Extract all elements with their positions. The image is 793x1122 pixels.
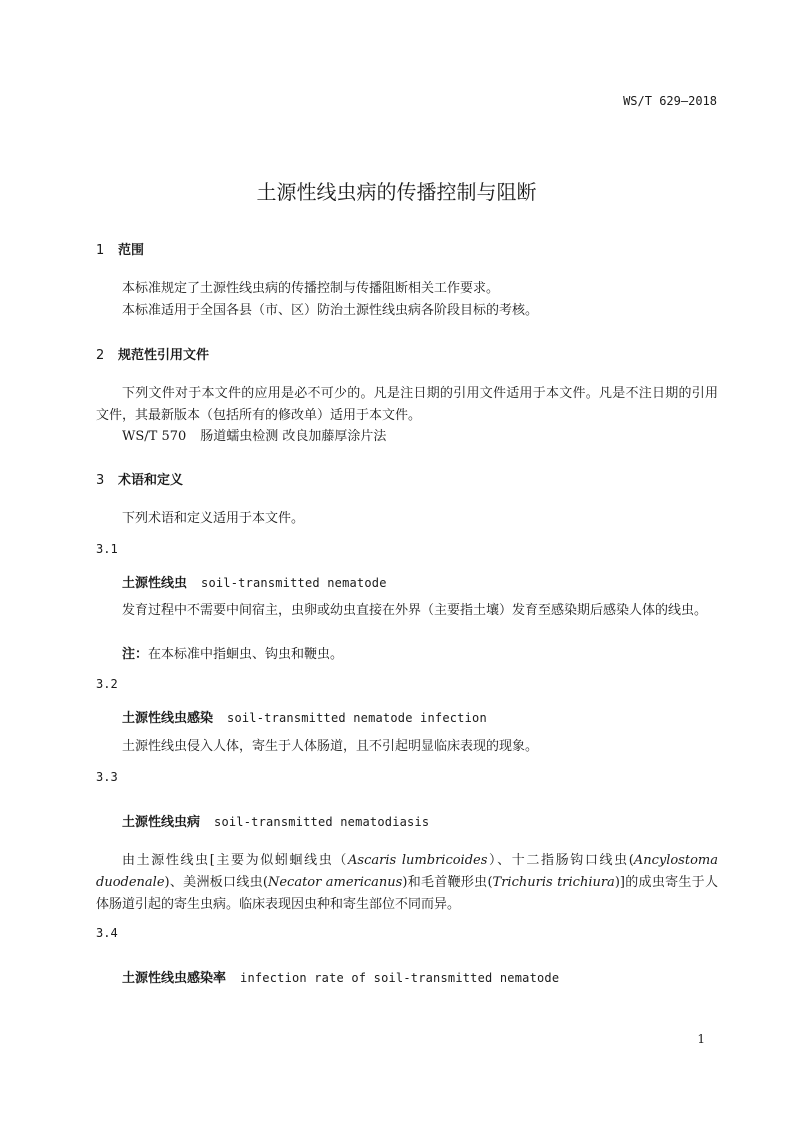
term-definition: 土源性线虫侵入人体，寄生于人体肠道，且不引起明显临床表现的现象。 [122, 739, 539, 754]
document-title: 土源性线虫病的传播控制与阻断 [256, 180, 537, 204]
definition-text: 由土源性线虫[主要为似蚓蛔线虫（ [122, 853, 349, 868]
term-en: infection rate of soil-transmitted nematode [240, 971, 560, 985]
reference-code: WS/T 570 [122, 429, 187, 444]
section-heading-1 [96, 239, 144, 258]
term-en: soil-transmitted nematode infection [227, 711, 487, 725]
definition-text: ）、十二指肠钩口线虫( [487, 853, 634, 868]
latin-name: Ascaris lumbricoides [348, 853, 488, 868]
definition-text: )和毛首鞭形虫( [402, 875, 493, 890]
term-number: 3.4 [96, 926, 118, 940]
page-number: 1 [697, 1032, 705, 1046]
term-definition [96, 850, 718, 916]
definition-text: )、美洲板口线虫( [164, 875, 268, 890]
section-number: 2 [96, 348, 105, 363]
section-heading-3 [96, 469, 183, 488]
standard-code: WS/T 629—2018 [623, 94, 717, 108]
term-note [122, 644, 343, 666]
term-number: 3.1 [96, 542, 118, 556]
section-heading-2 [96, 344, 209, 363]
term-number: 3.2 [96, 677, 118, 691]
paragraph: 本标准规定了土源性线虫病的传播控制与传播阻断相关工作要求。 [122, 281, 500, 296]
section-title: 规范性引用文件 [118, 348, 210, 363]
term-entry [122, 707, 487, 726]
paragraph: 下列文件对于本文件的应用是必不可少的。凡是注日期的引用文件适用于本文件。凡是不注日期的引用文件，其最新版本（包括所有的修改单）适用于本文件。 [96, 386, 718, 423]
latin-name: Necator americanus [267, 875, 403, 890]
normative-reference [122, 426, 386, 448]
term-number: 3.3 [96, 770, 118, 784]
term-definition: 发育过程中不需要中间宿主，虫卵或幼虫直接在外界（主要指土壤）发育至感染期后感染人体的线虫。 [122, 603, 708, 618]
term-entry [122, 572, 387, 591]
term-entry [122, 967, 559, 986]
paragraph: 本标准适用于全国各县（市、区）防治土源性线虫病各阶段目标的考核。 [122, 303, 539, 318]
section-number: 1 [96, 243, 105, 258]
term-zh: 土源性线虫感染率 [122, 971, 227, 986]
paragraph: 下列术语和定义适用于本文件。 [122, 511, 305, 526]
definition-text: )]的成虫寄生于人体肠道引起的寄生虫病。临床表现因虫种和寄生部位不同而异。 [96, 875, 718, 912]
term-zh: 土源性线虫病 [122, 815, 201, 830]
term-zh: 土源性线虫 [122, 576, 188, 591]
latin-name: Trichuris trichiura [492, 875, 615, 890]
section-title: 范围 [118, 243, 145, 258]
note-label: 注： [122, 647, 149, 662]
latin-name: Ancylostoma duodenale [96, 853, 718, 890]
note-text: 在本标准中指蛔虫、钩虫和鞭虫。 [148, 647, 344, 662]
term-zh: 土源性线虫感染 [122, 711, 214, 726]
reference-title: 肠道蠕虫检测 改良加藤厚涂片法 [200, 429, 387, 444]
term-en: soil-transmitted nematodiasis [214, 815, 430, 829]
term-en: soil-transmitted nematode [201, 576, 387, 590]
section-number: 3 [96, 473, 105, 488]
term-entry [122, 811, 429, 830]
section-title: 术语和定义 [118, 473, 184, 488]
